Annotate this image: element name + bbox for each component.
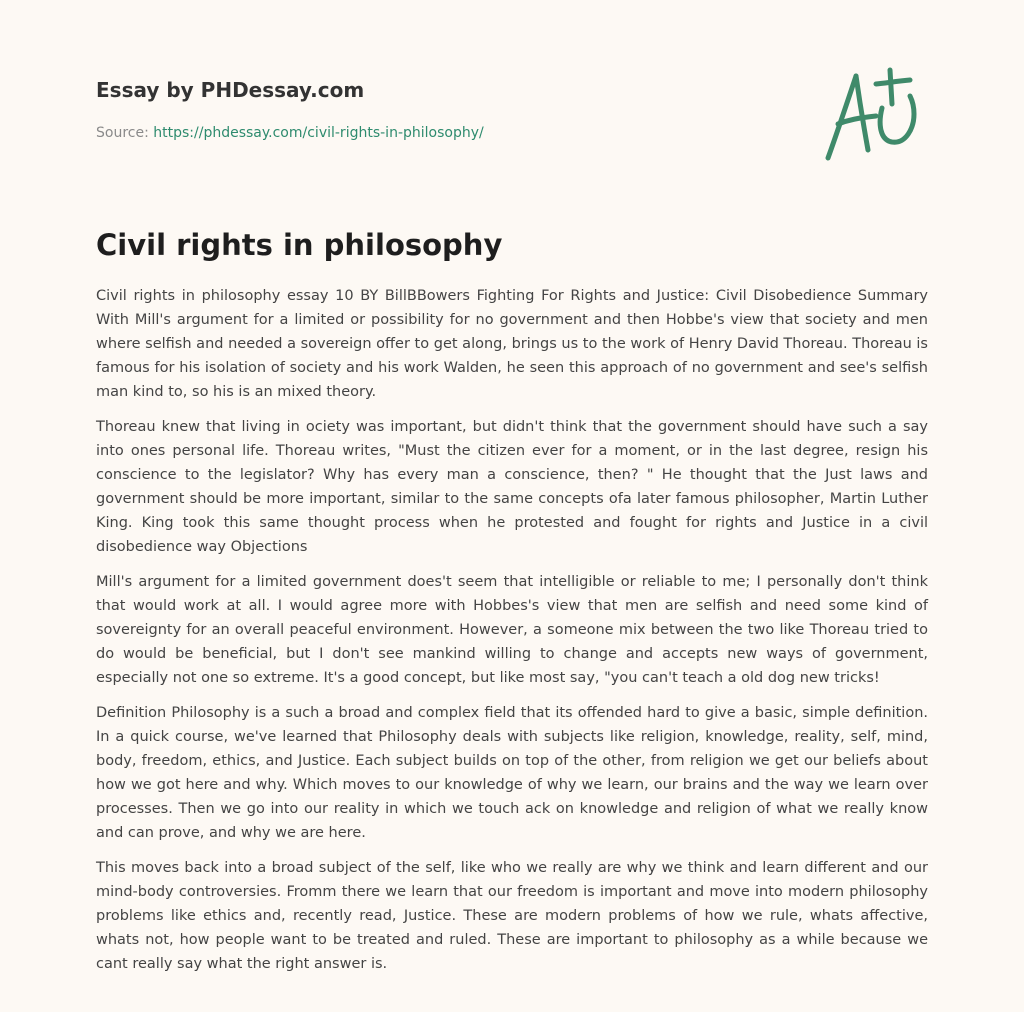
essay-body (96, 284, 928, 987)
essay-paragraph: Civil rights in philosophy essay 10 BY BillBBowers Fighting For Rights and Justice: Civil Disobedience Summary With Mill's argument for a limited or possibility for no government and then Hobbe's view that society and men where selfish and needed a sovereign offer to get along, brings us to the work of Henry David Thoreau. Thoreau is famous for his isolation of society and his work Walden, he seen this approach of no government and see's selfish man kind to, so his is an mixed theory. (96, 288, 928, 400)
essay-paragraph: Mill's argument for a limited government does't seem that intelligible or reliable to me; I personally don't think that would work at all. I would agree more with Hobbes's view that men are selfish and need some kind of sovereignty for an overall peaceful environment. However, a someone mix between the two like Thoreau tried to do would be beneficial, but I don't see mankind willing to change and accepts new ways of government, especially not one so extreme. It's a good concept, but like most say, "you can't teach a old dog new tricks! (96, 574, 928, 686)
essay-paragraph: Definition Philosophy is a such a broad and complex field that its offended hard to give a basic, simple definition. In a quick course, we've learned that Philosophy deals with subjects like religion, knowledge, reality, self, mind, body, freedom, ethics, and Justice. Each subject builds on top of the other, from religion we get our beliefs about how we got here and why. Which moves to our knowledge of why we learn, our brains and the way we learn over processes. Then we go into our reality in which we touch ack on knowledge and religion of what we really know and can prove, and why we are here. (96, 705, 928, 841)
essay-title: Civil rights in philosophy (96, 228, 503, 262)
essay-paragraph: This moves back into a broad subject of the self, like who we really are why we think and learn different and our mind-body controversies. Fromm there we learn that our freedom is important and move into modern philosophy problems like ethics and, recently read, Justice. These are modern problems of how we rule, whats affective, whats not, how people want to be treated and ruled. These are important to philosophy as a while because we cant really say what the right answer is. (96, 860, 928, 972)
source-line (96, 124, 656, 142)
document-header (96, 76, 656, 142)
essay-paragraph: Thoreau knew that living in ociety was important, but didn't think that the government should have such a say into ones personal life. Thoreau writes, "Must the citizen ever for a moment, or in the last degree, resign his conscience to the legislator? Why has every man a conscience, then? " He thought that the Just laws and government should be more important, similar to the same concepts ofa later famous philosopher, Martin Luther King. King took this same thought process when he protested and fought for rights and Justice in a civil disobedience way Objections (96, 419, 928, 555)
source-link[interactable]: https://phdessay.com/civil-rights-in-philosophy/ (153, 125, 484, 141)
site-title: Essay by PHDessay.com (96, 78, 365, 102)
source-label: Source: (96, 125, 149, 141)
a-plus-logo-icon (816, 66, 932, 166)
